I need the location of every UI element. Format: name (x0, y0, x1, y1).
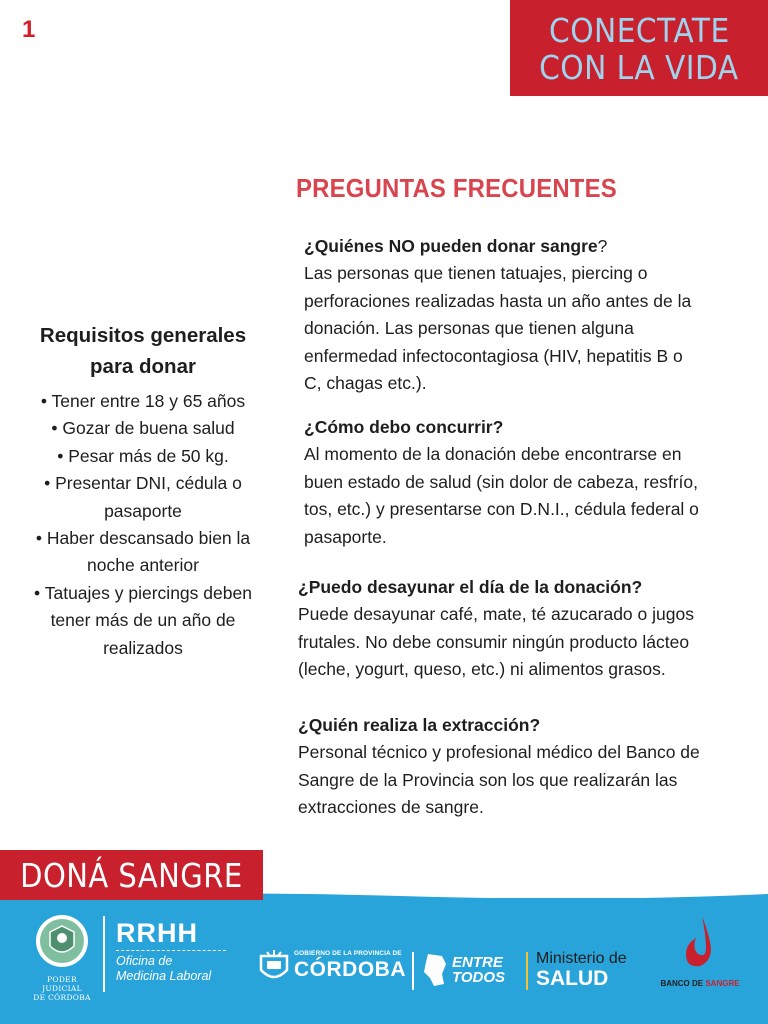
faq-answer-line: enfermedad infectocontagiosa (HIV, hepatitis B o (304, 345, 683, 366)
faq-item (304, 414, 699, 551)
requirement-line: • Gozar de buena salud (51, 418, 235, 439)
faq-question-text: ¿Quién realiza la extracción? (298, 715, 541, 735)
cordoba-coat-of-arms-icon (258, 950, 290, 984)
faq-item (298, 574, 694, 684)
requirement-line: • Haber descansado bien la (35, 528, 251, 549)
footer-divider (412, 952, 414, 990)
footer-divider (103, 916, 105, 992)
faq-question (304, 233, 691, 260)
faq-answer-line: Personal técnico y profesional médico del Banco de (298, 742, 700, 763)
rrhh-sub1: Oficina de (116, 954, 173, 968)
poder-judicial-line2: DE CÓRDOBA (33, 993, 91, 1002)
faq-answer-line: tos, etc.) y presentarse con D.N.I., cédula federal o (304, 499, 699, 520)
page-number: 1 (22, 16, 36, 43)
rrhh-dashed-line (116, 950, 226, 951)
header-banner (510, 0, 768, 96)
requirements-section (20, 320, 266, 662)
rrhh-sub2: Medicina Laboral (116, 969, 212, 983)
entre-todos-line1: ENTRE (452, 954, 503, 971)
faq-question-text: ¿Quiénes NO pueden donar sangre (304, 236, 598, 256)
cordoba-name: CÓRDOBA (294, 958, 406, 981)
requirement-line: pasaporte (104, 500, 182, 521)
faq-item (304, 233, 691, 397)
footer-divider-yellow (526, 952, 528, 990)
requirements-title-line1: Requisitos generales (39, 324, 247, 347)
faq-answer-line: perforaciones realizadas hasta un año antes de la (304, 290, 692, 311)
rrhh-logo (116, 918, 228, 984)
banco-caption-part1: BANCO DE (660, 979, 706, 988)
banco-caption (660, 979, 740, 988)
ministerio-salud-logo (536, 950, 627, 990)
poder-judicial-seal-icon (30, 914, 94, 970)
requirement-line: tener más de un año de (50, 610, 236, 631)
faq-question-mark: ? (597, 236, 608, 256)
poder-judicial-logo (26, 914, 98, 1002)
requirements-title-line2: para donar (90, 355, 196, 378)
dona-sangre-text: DONÁ SANGRE (20, 855, 243, 895)
faq-answer-line: buen estado de salud (sin dolor de cabeza, resfrío, (304, 471, 698, 492)
faq-answer-line: Sangre de la Provincia son los que realizarán las (298, 769, 678, 790)
dona-sangre-banner (0, 850, 263, 900)
faq-answer-line: Al momento de la donación debe encontrarse en (304, 444, 682, 465)
ministerio-line2: SALUD (536, 967, 609, 990)
faq-answer-line: donación. Las personas que tienen alguna (304, 318, 634, 339)
faq-answer-line: Las personas que tienen tatuajes, piercing o (304, 263, 648, 284)
rrhh-title: RRHH (116, 918, 198, 948)
faq-title: PREGUNTAS FRECUENTES (296, 173, 617, 203)
requirement-line: realizados (103, 637, 183, 658)
ministerio-line1: Ministerio de (536, 950, 627, 967)
faq-item (298, 712, 700, 822)
requirement-line: • Pesar más de 50 kg. (57, 445, 229, 466)
requirement-line: • Tatuajes y piercings deben (34, 582, 252, 603)
cordoba-gobierno-text: GOBIERNO DE LA PROVINCIA DE (294, 950, 402, 957)
banco-de-sangre-logo (660, 914, 740, 988)
blood-drop-icon (680, 914, 720, 974)
faq-answer-line: pasaporte. (304, 526, 387, 547)
banco-caption-part2: SANGRE (705, 979, 740, 988)
entre-todos-line2: TODOS (452, 969, 506, 986)
faq-answer-line: extracciones de sangre. (298, 797, 484, 818)
requirement-line: noche anterior (87, 555, 199, 576)
entre-todos-logo (452, 955, 505, 985)
requirements-title (20, 320, 266, 382)
poder-judicial-line1: PODER JUDICIAL (42, 975, 82, 993)
header-banner-line1: CONECTATE (548, 11, 730, 50)
faq-answer-line: C, chagas etc.). (304, 373, 427, 394)
faq-question-text: ¿Cómo debo concurrir? (304, 417, 504, 437)
faq-answer-line: (leche, yogurt, queso, etc.) ni alimentos grasos. (298, 659, 666, 680)
requirements-list (20, 388, 266, 662)
faq-question-text: ¿Puedo desayunar el día de la donación? (298, 577, 643, 597)
faq-answer-line: frutales. No debe consumir ningún producto lácteo (298, 631, 690, 652)
requirement-line: • Presentar DNI, cédula o (44, 473, 242, 494)
requirement-line: • Tener entre 18 y 65 años (40, 391, 246, 411)
faq-answer-line: Puede desayunar café, mate, té azucarado o jugos (298, 604, 694, 625)
entre-rios-map-icon (422, 952, 448, 988)
header-banner-line2: CON LA VIDA (539, 48, 739, 87)
